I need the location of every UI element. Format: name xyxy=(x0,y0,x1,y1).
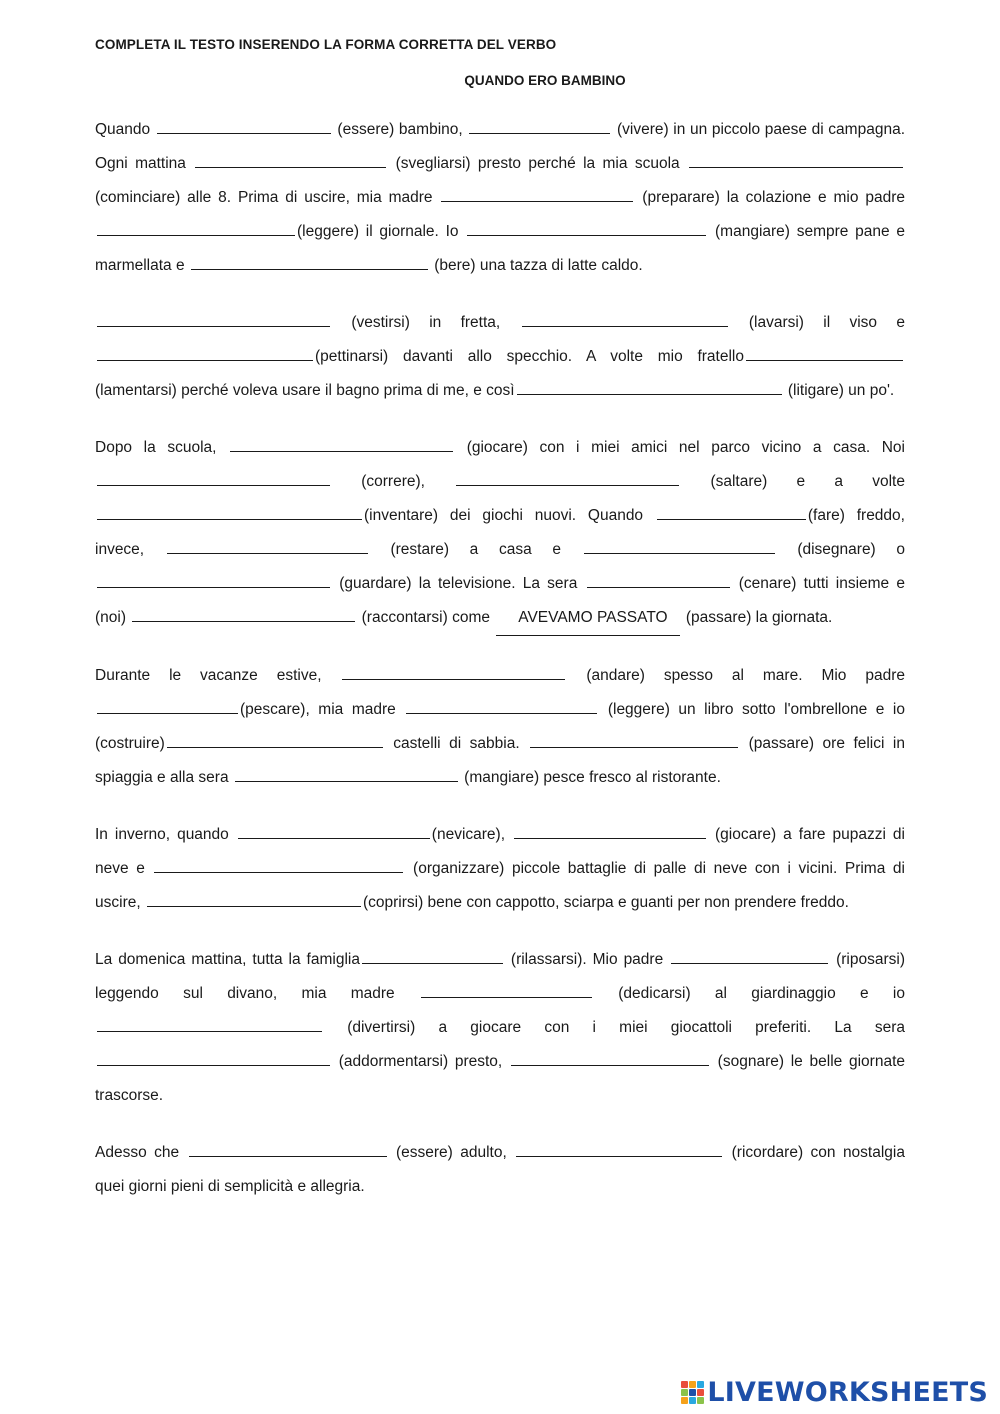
answer-blank[interactable] xyxy=(516,1140,722,1157)
logo-square xyxy=(689,1389,696,1396)
paragraph-text: (saltare) e a volte xyxy=(681,473,905,490)
answer-blank[interactable] xyxy=(167,731,383,748)
answer-blank[interactable] xyxy=(689,151,903,168)
paragraph-text: (coprirsi) bene con cappotto, sciarpa e guanti per non prendere freddo. xyxy=(362,894,849,911)
answer-blank[interactable] xyxy=(191,253,428,270)
paragraph-text: In inverno, quando xyxy=(95,826,236,843)
answer-blank[interactable] xyxy=(517,378,782,395)
answer-blank[interactable] xyxy=(584,537,775,554)
paragraph-text: (andare) spesso al mare. Mio padre xyxy=(567,667,905,684)
paragraph xyxy=(95,818,905,920)
answer-blank[interactable] xyxy=(342,663,565,680)
paragraph-text: (nevicare), xyxy=(431,826,513,843)
paragraph-text: (ricordare) con nostalgia quei giorni pieni di semplicità e allegria. xyxy=(95,1144,905,1195)
paragraph-text: (correre), xyxy=(332,473,455,490)
paragraph-text: (leggere) il giornale. Io xyxy=(297,223,466,240)
logo-square xyxy=(697,1397,704,1404)
paragraph-text: Quando xyxy=(95,121,155,138)
answer-blank[interactable] xyxy=(132,605,355,622)
paragraph xyxy=(95,659,905,795)
logo-square xyxy=(697,1381,704,1388)
logo-text: LIVEWORKSHEETS xyxy=(707,1377,988,1408)
paragraph-text: (preparare) la colazione e mio padre xyxy=(635,189,905,206)
paragraph-text: La domenica mattina, tutta la famiglia xyxy=(95,951,360,968)
answer-blank[interactable] xyxy=(189,1140,387,1157)
logo-square xyxy=(697,1389,704,1396)
paragraph-text: (rilassarsi). Mio padre xyxy=(504,951,670,968)
logo-square xyxy=(681,1389,688,1396)
liveworksheets-logo xyxy=(681,1377,988,1408)
answer-blank[interactable] xyxy=(97,344,313,361)
answer-blank[interactable] xyxy=(97,503,362,520)
answer-blank[interactable] xyxy=(514,822,706,839)
worksheet-body xyxy=(95,113,905,1227)
answer-blank[interactable] xyxy=(147,890,361,907)
paragraph xyxy=(95,113,905,283)
answer-blank[interactable] xyxy=(238,822,430,839)
answer-blank[interactable] xyxy=(441,185,633,202)
answer-blank[interactable] xyxy=(97,697,238,714)
paragraph-text: (inventare) dei giochi nuovi. Quando xyxy=(364,507,655,524)
paragraph-text: (giocare) con i miei amici nel parco vicino a casa. Noi xyxy=(455,439,905,456)
paragraph-text: Dopo la scuola, xyxy=(95,439,229,456)
paragraph-text: (lavarsi) il viso e xyxy=(729,314,905,331)
paragraph-text: Durante le vacanze estive, xyxy=(95,667,341,684)
paragraph-text: Adesso che xyxy=(95,1144,187,1161)
paragraph-text: (guardare) la televisione. La sera xyxy=(332,575,585,592)
answer-blank[interactable] xyxy=(235,765,458,782)
answer-blank-filled[interactable]: AVEVAMO PASSATO xyxy=(496,601,679,636)
paragraph-text: (sognare) le belle giornate trascorse. xyxy=(95,1053,905,1104)
answer-blank[interactable] xyxy=(587,571,730,588)
answer-blank[interactable] xyxy=(467,219,706,236)
paragraph-text: (organizzare) piccole battaglie di palle di neve con i vicini. Prima di uscire, xyxy=(95,860,905,911)
answer-blank[interactable] xyxy=(406,697,597,714)
liveworksheets-logo-icon xyxy=(681,1381,704,1404)
logo-square xyxy=(681,1381,688,1388)
paragraph-text: (restare) a casa e xyxy=(369,541,582,558)
paragraph-text: (giocare) a fare pupazzi di neve e xyxy=(95,826,905,877)
answer-blank[interactable] xyxy=(511,1049,709,1066)
paragraph xyxy=(95,943,905,1113)
answer-blank[interactable] xyxy=(154,856,403,873)
paragraph-text: (vestirsi) in fretta, xyxy=(332,314,520,331)
paragraph xyxy=(95,431,905,636)
paragraph-text: (lamentarsi) perché voleva usare il bagno prima di me, e così xyxy=(95,382,515,399)
paragraph-text: (raccontarsi) come xyxy=(357,609,495,626)
paragraph xyxy=(95,306,905,408)
paragraph-text: (mangiare) sempre pane e marmellata e xyxy=(95,223,905,274)
answer-blank[interactable] xyxy=(195,151,386,168)
answer-blank[interactable] xyxy=(157,117,331,134)
paragraph-text: (riposarsi) leggendo sul divano, mia madre xyxy=(95,951,905,1002)
paragraph-text: (essere) bambino, xyxy=(332,121,468,138)
paragraph-text: (passare) ore felici in spiaggia e alla sera xyxy=(95,735,905,786)
paragraph-text: castelli di sabbia. xyxy=(384,735,529,752)
answer-blank[interactable] xyxy=(97,1015,322,1032)
paragraph-text: (cominciare) alle 8. Prima di uscire, mia madre xyxy=(95,189,440,206)
answer-blank[interactable] xyxy=(530,731,738,748)
answer-blank[interactable] xyxy=(421,981,592,998)
answer-blank[interactable] xyxy=(362,947,503,964)
answer-blank[interactable] xyxy=(97,1049,330,1066)
answer-blank[interactable] xyxy=(469,117,610,134)
answer-blank[interactable] xyxy=(657,503,806,520)
paragraph-text: (mangiare) pesce fresco al ristorante. xyxy=(459,769,721,786)
worksheet-title: QUANDO ERO BAMBINO xyxy=(464,73,626,88)
paragraph xyxy=(95,1136,905,1204)
paragraph-text: (pettinarsi) davanti allo specchio. A volte mio fratello xyxy=(315,348,744,365)
answer-blank[interactable] xyxy=(97,310,330,327)
answer-blank[interactable] xyxy=(671,947,828,964)
paragraph-text: (fare) freddo, invece, xyxy=(95,507,905,558)
paragraph-text: (cenare) tutti insieme e (noi) xyxy=(95,575,905,626)
answer-blank[interactable] xyxy=(167,537,368,554)
logo-square xyxy=(681,1397,688,1404)
answer-blank[interactable] xyxy=(456,469,679,486)
paragraph-text: (pescare), mia madre xyxy=(240,701,405,718)
answer-blank[interactable] xyxy=(746,344,903,361)
paragraph-text: (passare) la giornata. xyxy=(681,609,833,626)
answer-blank[interactable] xyxy=(522,310,728,327)
paragraph-text: (leggere) un libro sotto l'ombrellone e io (costruire) xyxy=(95,701,905,752)
logo-square xyxy=(689,1397,696,1404)
paragraph-text: (svegliarsi) presto perché la mia scuola xyxy=(388,155,687,172)
paragraph-text: (addormentarsi) presto, xyxy=(332,1053,509,1070)
answer-blank[interactable] xyxy=(97,571,330,588)
answer-blank[interactable] xyxy=(97,219,295,236)
answer-blank[interactable] xyxy=(230,435,453,452)
paragraph-text: (essere) adulto, xyxy=(388,1144,515,1161)
paragraph-text: (divertirsi) a giocare con i miei giocattoli preferiti. La sera xyxy=(324,1019,905,1036)
logo-square xyxy=(689,1381,696,1388)
paragraph-text: (bere) una tazza di latte caldo. xyxy=(429,257,643,274)
paragraph-text: (vivere) in un piccolo paese di campagna. Ogni mattina xyxy=(95,121,905,172)
paragraph-text: (disegnare) o xyxy=(776,541,906,558)
paragraph-text: (litigare) un po'. xyxy=(783,382,895,399)
answer-blank[interactable] xyxy=(97,469,330,486)
paragraph-text: (dedicarsi) al giardinaggio e io xyxy=(593,985,905,1002)
instruction-header: COMPLETA IL TESTO INSERENDO LA FORMA CORRETTA DEL VERBO xyxy=(95,37,557,52)
